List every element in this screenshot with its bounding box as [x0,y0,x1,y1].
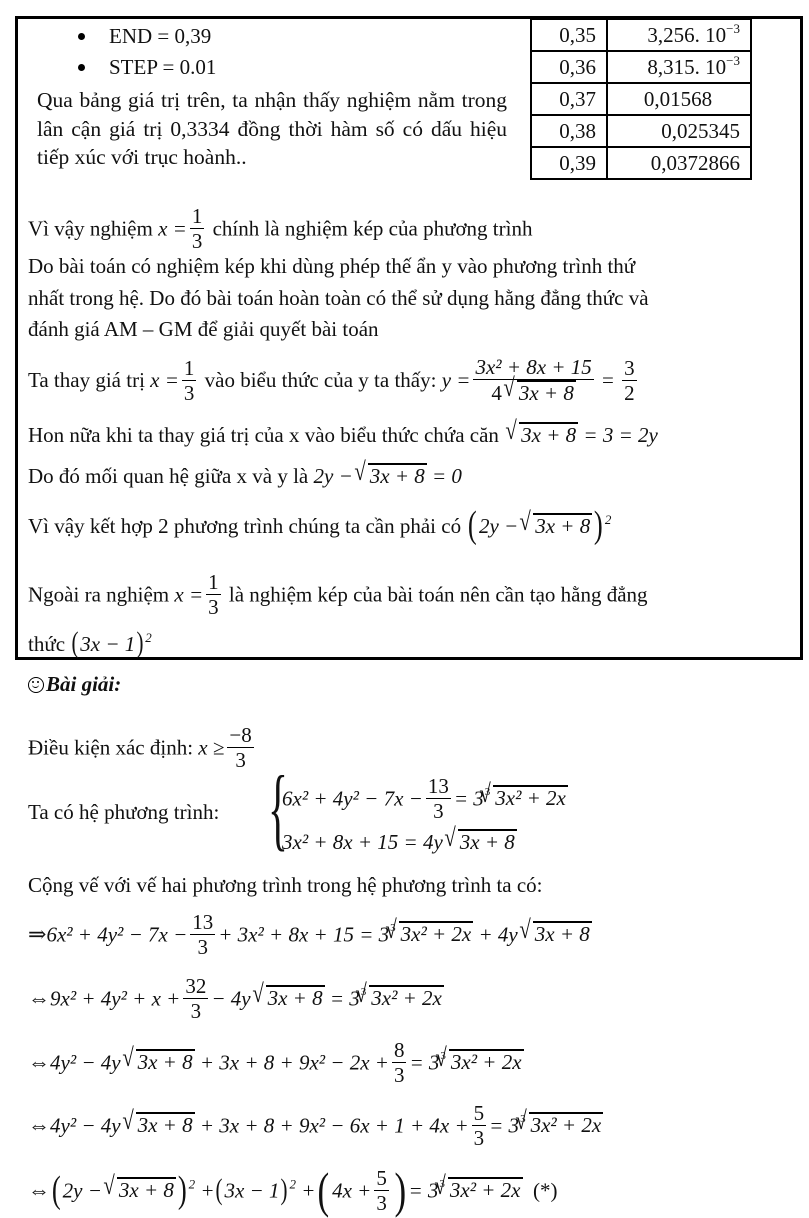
xy-relation: Do đó mối quan hệ giữa x và y là 2y − √ 3x + 8 = 0 [28,462,462,490]
solution-heading: Bài giải: [28,672,121,697]
derivation-step-4: ⇔4y² − 4y √ 3x + 8 + 3x + 8 + 9x² − 6x + 1 + 4x + $\frac{5}{3}$ = $3^3$ √ 3x² + 2x [28,1103,603,1152]
text-line: đánh giá AM – GM để giải quyết bài toán [28,317,379,341]
equivalence-arrow-icon: ⇔ [28,1112,50,1138]
text-line: nhất trong hệ. Do đó bài toán hoàn toàn có thể sử dụng hằng đẳng thức và [28,286,649,310]
derivation-step-2: ⇔9x² + 4y² + x + $\frac{32}{3}$ − 4y √ $3x + 8 = 3^3$ √ 3x² + 2x [28,976,444,1025]
table-row: 0,39 0,0372866 [531,147,751,179]
domain-condition: Điều kiện xác định: x ≥ $\frac{-8}{3}$ [28,723,252,772]
text-line: Do bài toán có nghiệm kép khi dùng phép thế ẩn y vào phương trình thứ [28,254,636,278]
equation-tag: (*) [533,1178,558,1203]
table-row: 0,35 3,256. $10^{-3}$ [531,19,751,51]
values-table [530,18,752,180]
table-row: 0,37 0,01568 [531,83,751,115]
derivation-step-5: ⇔(2y − √ 3x + 8 ) $^2$ +(3x − 1) $^2$ +( 4x + $\frac{5}{3}$ ) = $3^3$ √ 3x² + 2x (*) [28,1168,558,1217]
equivalence-arrow-icon: ⇔ [28,985,50,1011]
system-equation-2: 3x² + 8x + 15 = 4y √ 3x + 8 [282,828,517,856]
system-label: Ta có hệ phương trình: [28,800,220,824]
table-row: 0,36 8,315. $10^{-3}$ [531,51,751,83]
bullet-step: STEP = 0.01 [78,53,216,81]
identity-square: thức (3x − 1) $^2$ [28,626,152,660]
system-brace: { [268,757,288,859]
substitution-statement: Ta thay giá trị x = $\frac{1}{3}$ vào biểu thức của y ta thấy: y = $\frac{\text{3x² + 8x + 15}}{4 √ 3x + 8}$ = $\frac{3}{2}$ [28,357,640,407]
implies-arrow-icon: ⇒ [28,921,47,947]
table-row: 0,38 0,025345 [531,115,751,147]
radical-evaluation: Hon nữa khi ta thay giá trị của x vào biểu thức chứa căn √ 3x + 8 = 3 = 2y [28,421,658,449]
equivalence-arrow-icon: ⇔ [28,1177,50,1203]
bullet-icon [78,33,85,40]
add-equations-label: Cộng vế với vế hai phương trình trong hệ phương trình ta có: [28,873,543,897]
double-root-statement: Vì vậy nghiệm x = $\frac{1}{3}$ chính là nghiệm kép của phương trình [28,204,533,253]
bullet-icon [78,64,85,71]
system-equation-1: 6x² + 4y² − 7x − $\frac{13}{3}$ = $3^3$ √ 3x² + 2x [282,776,568,825]
derivation-step-1: ⇒6x² + 4y² − 7x − $\frac{13}{3}$ + $3x^2 + 8x + 15 = 3^3$ √ 3x² + 2x + 4y √ 3x + 8 [28,912,592,961]
double-root-identity: Ngoài ra nghiệm x = $\frac{1}{3}$ là nghiệm kép của bài toán nên cần tạo hằng đẳng [28,570,648,619]
equivalence-arrow-icon: ⇔ [28,1049,50,1075]
bullet-end: END = 0,39 [78,22,211,50]
observation-paragraph: Qua bảng giá trị trên, ta nhận thấy nghiệm nằm trong lân cận giá trị 0,3334 đồng thời hàm số có dấu hiệu tiếp xúc với trục hoành.. [37,88,507,169]
combined-square-requirement: Vì vậy kết hợp 2 phương trình chúng ta cần phải có (2y − √ 3x + 8 ) $^2$ [28,512,611,540]
smiley-icon [28,677,44,693]
derivation-step-3: ⇔4y² − 4y √ 3x + 8 + 3x + 8 + 9x² − 2x + $\frac{8}{3}$ = $3^3$ √ 3x² + 2x [28,1040,524,1089]
